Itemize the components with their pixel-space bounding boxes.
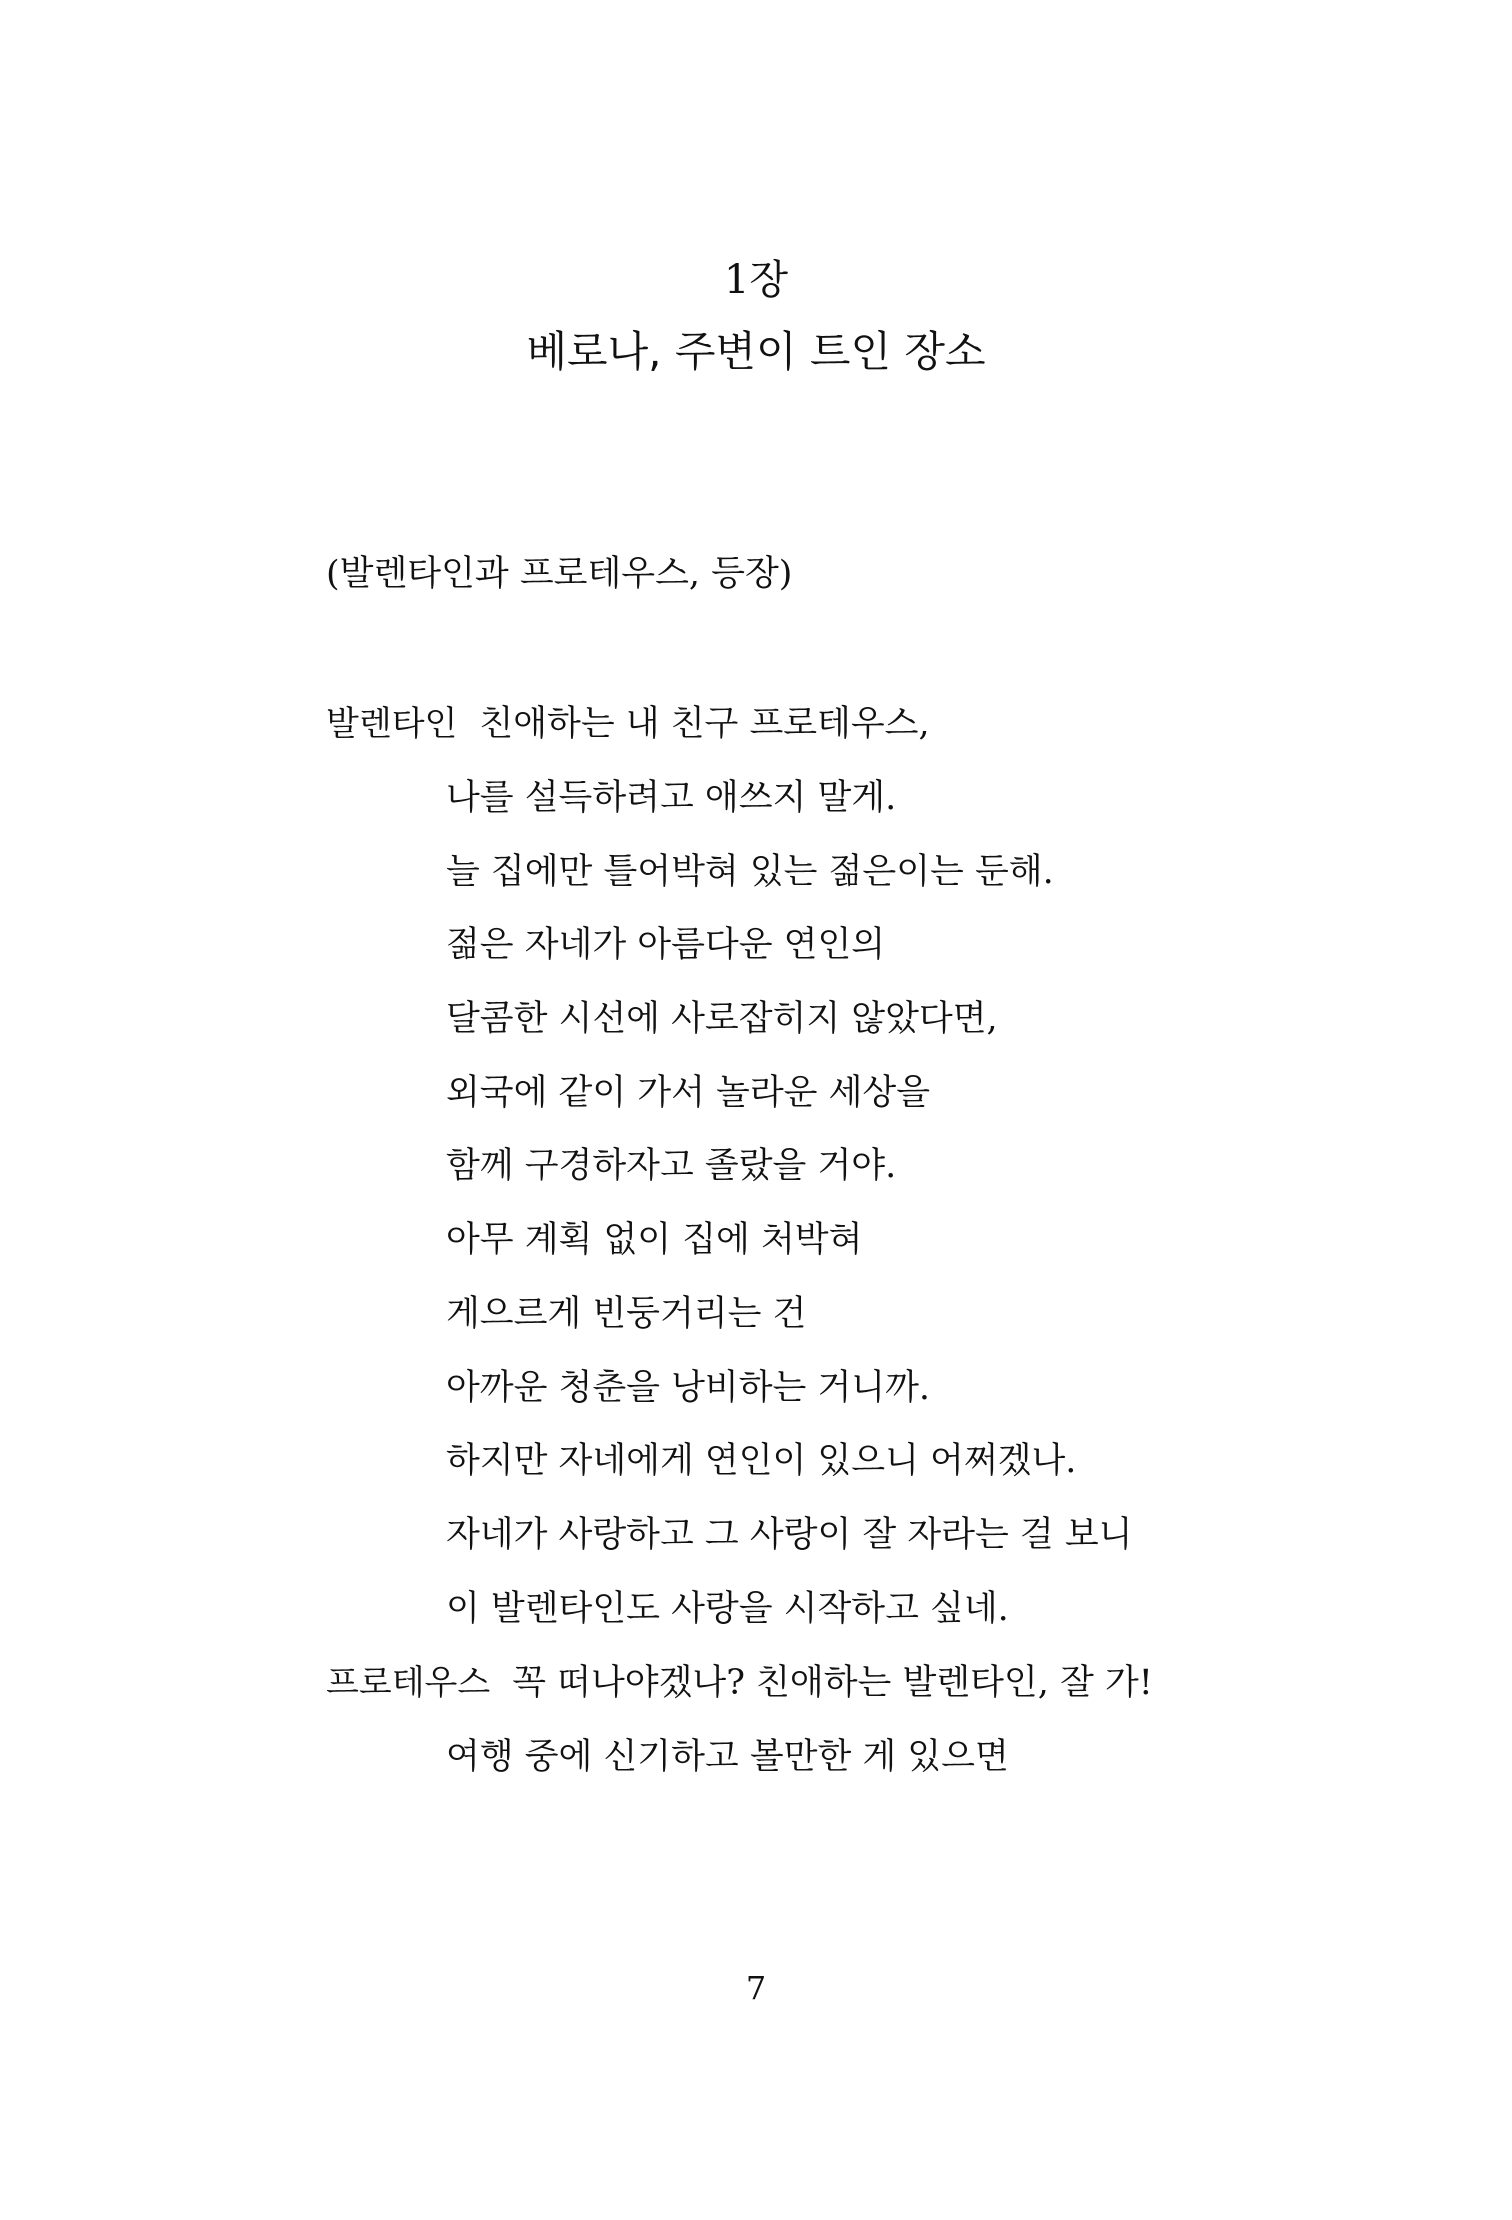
speech-line: 함께 구경하자고 졸랐을 거야. — [446, 1146, 897, 1186]
speech-line: 젊은 자네가 아름다운 연인의 — [446, 925, 886, 965]
scene-number: 1장 — [723, 257, 789, 303]
scene-location: 베로나, 주변이 트인 장소 — [526, 327, 986, 376]
speech-line: 이 발렌타인도 사랑을 시작하고 싶네. — [446, 1589, 1009, 1629]
speech-first-line — [326, 1657, 1153, 1709]
speaker-name: 프로테우스 — [326, 1663, 491, 1703]
page-number: 7 — [745, 1969, 767, 2007]
speech-line: 나를 설득하려고 애쓰지 말게. — [446, 778, 897, 818]
speech-line: 여행 중에 신기하고 볼만한 게 있으면 — [446, 1737, 1009, 1777]
speech-line: 아까운 청춘을 낭비하는 거니까. — [446, 1368, 931, 1408]
speech-line: 자네가 사랑하고 그 사랑이 잘 자라는 걸 보니 — [446, 1515, 1133, 1555]
speech-first-line — [326, 698, 930, 750]
speaker-name: 발렌타인 — [326, 704, 458, 744]
speech-text: 친애하는 내 친구 프로테우스, — [479, 704, 930, 744]
speech-text: 꼭 떠나야겠나? 친애하는 발렌타인, 잘 가! — [512, 1663, 1153, 1703]
speech-line: 늘 집에만 틀어박혀 있는 젊은이는 둔해. — [446, 852, 1054, 892]
stage-direction: (발렌타인과 프로테우스, 등장) — [326, 554, 793, 594]
speech-line: 게으르게 빈둥거리는 건 — [446, 1294, 807, 1334]
speech-line: 달콤한 시선에 사로잡히지 않았다면, — [446, 999, 998, 1039]
speech-line: 아무 계획 없이 집에 처박혀 — [446, 1220, 863, 1260]
speech-line: 하지만 자네에게 연인이 있으니 어쩌겠나. — [446, 1441, 1077, 1481]
speech-line: 외국에 같이 가서 놀라운 세상을 — [446, 1073, 931, 1113]
